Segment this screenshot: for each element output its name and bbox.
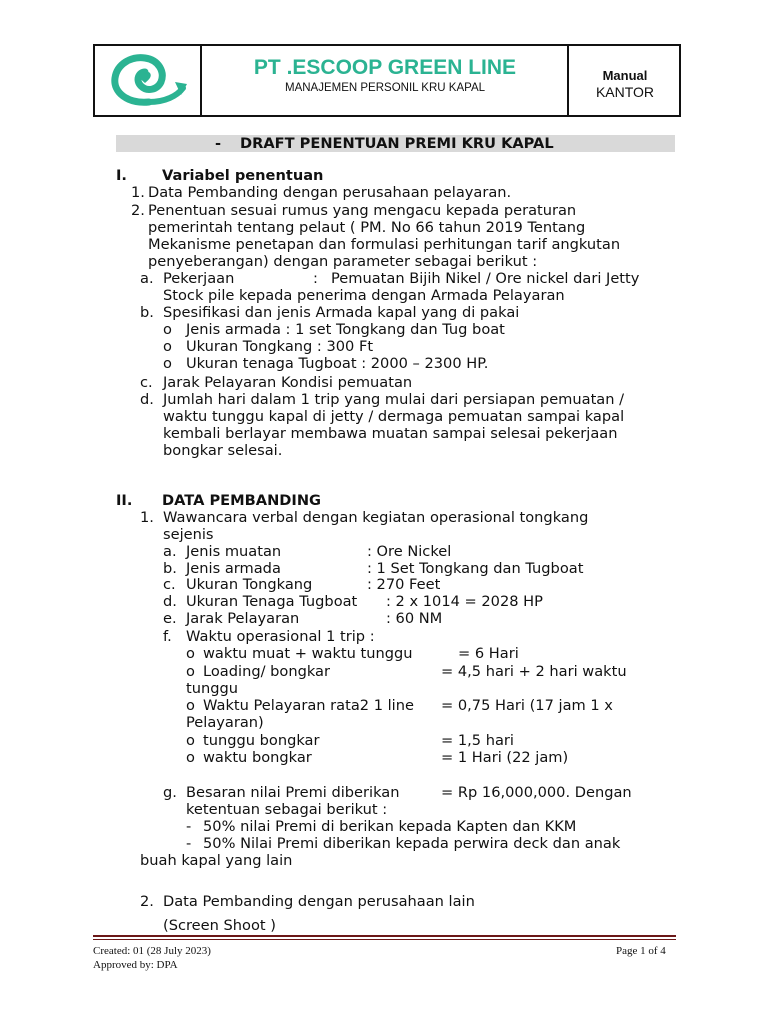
title-dash: - [215,135,222,152]
section-number: II. [116,492,133,509]
sub-separator: : [313,270,318,287]
footer-rule [93,935,676,937]
dash-item: 50% nilai Premi di berikan kepada Kapten dan KKM [203,818,577,835]
row-label: Jarak Pelayaran [186,610,300,627]
list-item-cont: sejenis [163,526,214,543]
sub-value-cont: Stock pile kepada penerima dengan Armada Pelayaran [163,287,565,304]
list-number: 1. [131,184,145,201]
footer-created: Created: 01 (28 July 2023) [93,945,211,957]
row-value: : 270 Feet [367,576,441,593]
sub-item-cont: bongkar selesai. [163,442,283,459]
row-value: : 2 x 1014 = 2028 HP [386,593,543,610]
sub-item: Jumlah hari dalam 1 trip yang mulai dari persiapan pemuatan / [163,391,625,408]
sub-value: Pemuatan Bijih Nikel / Ore nickel dari Jetty [331,270,640,287]
sub-number: c. [163,576,176,593]
bullet-value: = 6 Hari [458,645,519,662]
company-logo [109,52,189,112]
sub-item-cont: waktu tunggu kapal di jetty / dermaga pemuatan sampai kapal [163,408,625,425]
row-value: : 60 NM [386,610,443,627]
sub-value-cont: ketentuan sebagai berikut : [186,801,388,818]
sub-number: a. [140,270,154,287]
bullet: o [186,663,195,680]
manual-value: KANTOR [595,84,655,100]
bullet-cont: Pelayaran) [186,714,264,731]
bullet-value: = 0,75 Hari (17 jam 1 x [441,697,613,714]
sub-item: Spesifikasi dan jenis Armada kapal yang di pakai [163,304,520,321]
list-item-cont: Mekanisme penetapan dan formulasi perhitungan tarif angkutan [148,236,621,253]
dash: - [186,818,192,835]
list-item-note: (Screen Shoot ) [163,917,276,934]
bullet: o [163,355,172,372]
sub-number: b. [163,560,177,577]
sub-label: Pekerjaan [163,270,235,287]
bullet-label: Waktu Pelayaran rata2 1 line [203,697,414,714]
sub-number: d. [163,593,177,610]
row-label: Ukuran Tenaga Tugboat [186,593,358,610]
manual-label: Manual [602,68,648,83]
document-header [93,44,681,117]
row-value: : Ore Nickel [367,543,452,560]
bullet-label: waktu muat + waktu tunggu [203,645,413,662]
bullet-item: Jenis armada : 1 set Tongkang dan Tug boat [186,321,505,338]
bullet-item: Ukuran tenaga Tugboat : 2000 – 2300 HP. [186,355,489,372]
list-number: 2. [131,202,145,219]
sub-value: = Rp 16,000,000. Dengan [441,784,632,801]
sub-number: e. [163,610,177,627]
list-item-cont: pemerintah tentang pelaut ( PM. No 66 tahun 2019 Tentang [148,219,586,236]
footer-rule [93,939,676,940]
bullet-cont: tunggu [186,680,238,697]
sub-label: Besaran nilai Premi diberikan [186,784,400,801]
sub-number: b. [140,304,154,321]
list-number: 1. [140,509,154,526]
bullet-label: tunggu bongkar [203,732,320,749]
section-heading: Variabel penentuan [162,167,324,184]
sub-item-cont: kembali berlayar membawa muatan sampai selesai pekerjaan [163,425,618,442]
bullet-item: Ukuran Tongkang : 300 Ft [186,338,374,355]
bullet-value: = 4,5 hari + 2 hari waktu [441,663,627,680]
bullet-label: waktu bongkar [203,749,312,766]
bullet: o [163,321,172,338]
list-item: Penentuan sesuai rumus yang mengacu kepada peraturan [148,202,577,219]
dash-item-cont: buah kapal yang lain [140,852,293,869]
document-title: DRAFT PENENTUAN PREMI KRU KAPAL [240,135,554,152]
header-divider [200,46,202,115]
company-name: PT .ESCOOP GREEN LINE [253,56,517,79]
list-number: 2. [140,893,154,910]
sub-item: Jarak Pelayaran Kondisi pemuatan [163,374,413,391]
list-item-cont: penyeberangan) dengan parameter sebagai berikut : [148,253,538,270]
sub-number: c. [140,374,153,391]
bullet: o [186,697,195,714]
sub-number: f. [163,628,172,645]
row-value: : 1 Set Tongkang dan Tugboat [367,560,584,577]
bullet-label: Loading/ bongkar [203,663,330,680]
bullet-value: = 1,5 hari [441,732,514,749]
footer-approved: Approved by: DPA [93,959,178,971]
section-heading: DATA PEMBANDING [162,492,322,509]
dash-item: 50% Nilai Premi diberikan kepada perwira deck dan anak [203,835,621,852]
bullet-value: = 1 Hari (22 jam) [441,749,569,766]
dash: - [186,835,192,852]
bullet: o [186,732,195,749]
footer-page-number: Page 1 of 4 [616,945,666,957]
bullet: o [163,338,172,355]
sub-item: Waktu operasional 1 trip : [186,628,375,645]
company-subtitle: MANAJEMEN PERSONIL KRU KAPAL [284,82,486,94]
row-label: Jenis muatan [186,543,282,560]
list-item: Data Pembanding dengan perusahaan lain [163,893,475,910]
list-item: Wawancara verbal dengan kegiatan operasional tongkang [163,509,589,526]
row-label: Jenis armada [186,560,281,577]
bullet: o [186,645,195,662]
bullet: o [186,749,195,766]
sub-number: g. [163,784,177,801]
row-label: Ukuran Tongkang [186,576,313,593]
sub-number: d. [140,391,154,408]
sub-number: a. [163,543,177,560]
section-number: I. [116,167,127,184]
list-item: Data Pembanding dengan perusahaan pelayaran. [148,184,512,201]
